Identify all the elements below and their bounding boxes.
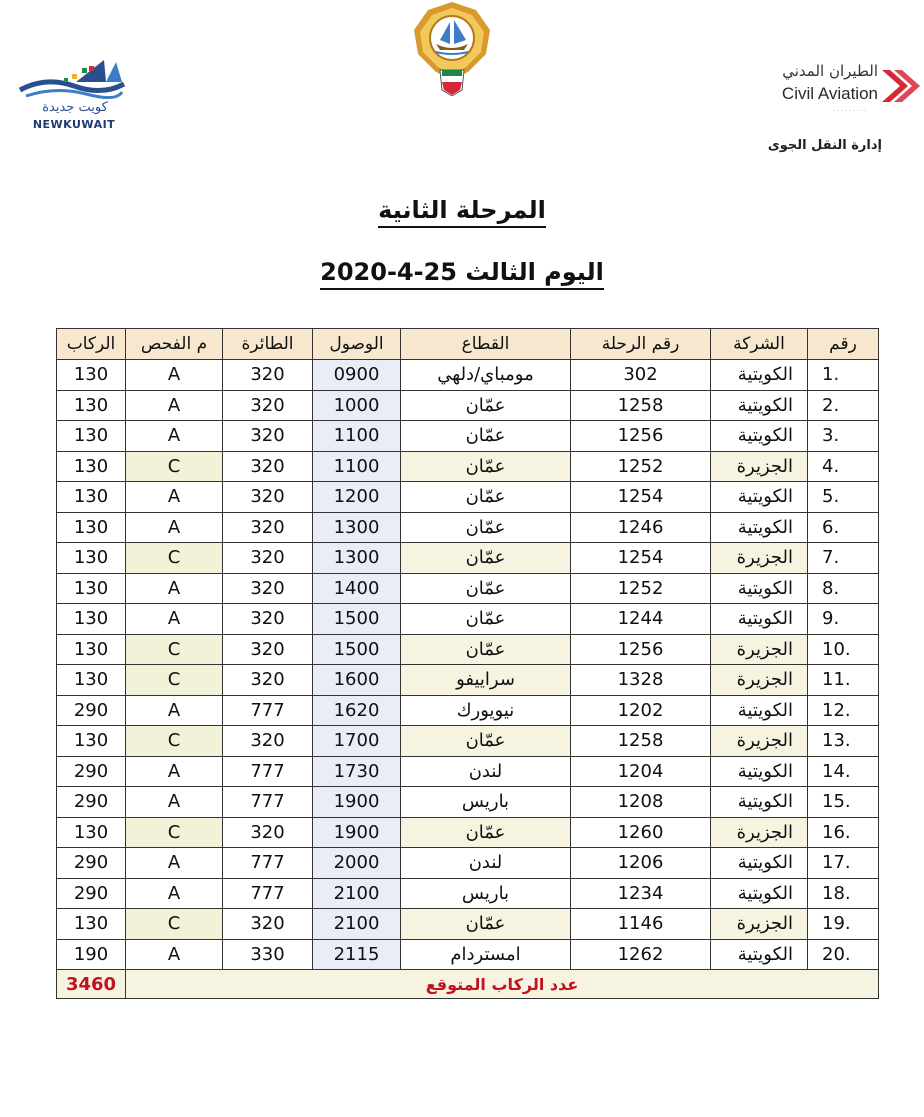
sector-cell: باريس bbox=[401, 878, 571, 909]
row-number: 12. bbox=[808, 695, 879, 726]
table-row bbox=[57, 726, 879, 757]
table-row bbox=[57, 421, 879, 452]
company-cell: الجزيرة bbox=[711, 665, 808, 696]
arrival-time-cell: 2100 bbox=[313, 909, 401, 940]
sector-cell: عمّان bbox=[401, 726, 571, 757]
aircraft-cell: 320 bbox=[223, 909, 313, 940]
aircraft-cell: 320 bbox=[223, 451, 313, 482]
total-value: 3460 bbox=[57, 970, 126, 999]
passengers-cell: 130 bbox=[57, 360, 126, 391]
check-cell: C bbox=[126, 543, 223, 574]
arrival-time-cell: 1900 bbox=[313, 817, 401, 848]
flight-number-cell: 302 bbox=[571, 360, 711, 391]
passengers-cell: 290 bbox=[57, 787, 126, 818]
company-cell: الكويتية bbox=[711, 390, 808, 421]
table-row bbox=[57, 482, 879, 513]
table-header-row bbox=[57, 329, 879, 360]
sector-cell: مومباي/دلهي bbox=[401, 360, 571, 391]
check-cell: C bbox=[126, 451, 223, 482]
sector-cell: عمّان bbox=[401, 451, 571, 482]
passengers-cell: 290 bbox=[57, 878, 126, 909]
aircraft-cell: 320 bbox=[223, 604, 313, 635]
header-arrival: الوصول bbox=[313, 329, 401, 360]
company-cell: الجزيرة bbox=[711, 726, 808, 757]
sector-cell: امستردام bbox=[401, 939, 571, 970]
arrival-time-cell: 1500 bbox=[313, 604, 401, 635]
passengers-cell: 130 bbox=[57, 726, 126, 757]
flight-number-cell: 1246 bbox=[571, 512, 711, 543]
table-row bbox=[57, 451, 879, 482]
sector-cell: عمّان bbox=[401, 390, 571, 421]
sector-cell: عمّان bbox=[401, 421, 571, 452]
sector-cell: عمّان bbox=[401, 604, 571, 635]
passengers-cell: 290 bbox=[57, 848, 126, 879]
aircraft-cell: 777 bbox=[223, 756, 313, 787]
sail-wave-icon bbox=[16, 56, 128, 100]
aircraft-cell: 320 bbox=[223, 390, 313, 421]
arrival-time-cell: 1620 bbox=[313, 695, 401, 726]
check-cell: C bbox=[126, 909, 223, 940]
arrival-time-cell: 1200 bbox=[313, 482, 401, 513]
flight-number-cell: 1328 bbox=[571, 665, 711, 696]
flight-number-cell: 1262 bbox=[571, 939, 711, 970]
row-number: 9. bbox=[808, 604, 879, 635]
sector-cell: عمّان bbox=[401, 482, 571, 513]
aircraft-cell: 320 bbox=[223, 634, 313, 665]
check-cell: A bbox=[126, 848, 223, 879]
aircraft-cell: 777 bbox=[223, 695, 313, 726]
company-cell: الكويتية bbox=[711, 756, 808, 787]
row-number: 14. bbox=[808, 756, 879, 787]
check-cell: A bbox=[126, 787, 223, 818]
check-cell: A bbox=[126, 390, 223, 421]
aircraft-cell: 320 bbox=[223, 360, 313, 391]
passengers-cell: 130 bbox=[57, 512, 126, 543]
table-row bbox=[57, 360, 879, 391]
sector-cell: لندن bbox=[401, 756, 571, 787]
sector-cell: سراييفو bbox=[401, 665, 571, 696]
row-number: 17. bbox=[808, 848, 879, 879]
arrival-time-cell: 1700 bbox=[313, 726, 401, 757]
civil-aviation-english: Civil Aviation bbox=[781, 84, 878, 103]
company-cell: الكويتية bbox=[711, 512, 808, 543]
check-cell: C bbox=[126, 726, 223, 757]
aircraft-cell: 777 bbox=[223, 848, 313, 879]
company-cell: الكويتية bbox=[711, 878, 808, 909]
company-cell: الجزيرة bbox=[711, 634, 808, 665]
passengers-cell: 130 bbox=[57, 573, 126, 604]
aircraft-cell: 777 bbox=[223, 878, 313, 909]
arrival-time-cell: 1100 bbox=[313, 451, 401, 482]
company-cell: الجزيرة bbox=[711, 909, 808, 940]
company-cell: الكويتية bbox=[711, 604, 808, 635]
passengers-cell: 130 bbox=[57, 634, 126, 665]
table-row bbox=[57, 909, 879, 940]
chevron-right-icon bbox=[878, 64, 922, 108]
flight-number-cell: 1234 bbox=[571, 878, 711, 909]
row-number: 15. bbox=[808, 787, 879, 818]
row-number: 11. bbox=[808, 665, 879, 696]
flight-number-cell: 1244 bbox=[571, 604, 711, 635]
sector-cell: عمّان bbox=[401, 573, 571, 604]
total-label: عدد الركاب المتوقع bbox=[126, 970, 879, 999]
arrival-time-cell: 1100 bbox=[313, 421, 401, 452]
table-row bbox=[57, 390, 879, 421]
department-name: إدارة النقل الجوى bbox=[767, 138, 882, 153]
company-cell: الكويتية bbox=[711, 573, 808, 604]
new-kuwait-logo-arabic: كويت جديدة bbox=[42, 100, 108, 115]
arrival-time-cell: 1000 bbox=[313, 390, 401, 421]
arrival-time-cell: 2115 bbox=[313, 939, 401, 970]
arrival-time-cell: 1600 bbox=[313, 665, 401, 696]
table-row bbox=[57, 573, 879, 604]
table-row bbox=[57, 787, 879, 818]
arrival-time-cell: 0900 bbox=[313, 360, 401, 391]
flight-number-cell: 1256 bbox=[571, 421, 711, 452]
header-flight: رقم الرحلة bbox=[571, 329, 711, 360]
phase-title: المرحلة الثانية bbox=[0, 196, 924, 224]
row-number: 10. bbox=[808, 634, 879, 665]
row-number: 2. bbox=[808, 390, 879, 421]
aircraft-cell: 330 bbox=[223, 939, 313, 970]
passengers-cell: 190 bbox=[57, 939, 126, 970]
passengers-cell: 130 bbox=[57, 451, 126, 482]
arrival-time-cell: 2100 bbox=[313, 878, 401, 909]
table-row bbox=[57, 878, 879, 909]
company-cell: الكويتية bbox=[711, 482, 808, 513]
aircraft-cell: 777 bbox=[223, 787, 313, 818]
passengers-cell: 130 bbox=[57, 817, 126, 848]
row-number: 8. bbox=[808, 573, 879, 604]
header-passengers: الركاب bbox=[57, 329, 126, 360]
flights-table bbox=[56, 328, 879, 999]
kuwait-emblem-icon bbox=[406, 0, 498, 96]
company-cell: الكويتية bbox=[711, 939, 808, 970]
sector-cell: عمّان bbox=[401, 909, 571, 940]
passengers-cell: 130 bbox=[57, 604, 126, 635]
passengers-cell: 130 bbox=[57, 390, 126, 421]
flight-number-cell: 1258 bbox=[571, 726, 711, 757]
sector-cell: عمّان bbox=[401, 817, 571, 848]
aircraft-cell: 320 bbox=[223, 512, 313, 543]
company-cell: الكويتية bbox=[711, 360, 808, 391]
table-row bbox=[57, 817, 879, 848]
arrival-time-cell: 1300 bbox=[313, 512, 401, 543]
flights-table-container bbox=[56, 328, 878, 999]
header-sector: القطاع bbox=[401, 329, 571, 360]
arrival-time-cell: 1900 bbox=[313, 787, 401, 818]
company-cell: الكويتية bbox=[711, 787, 808, 818]
civil-aviation-fine-print: · · · · · · · · · bbox=[833, 108, 866, 115]
company-cell: الكويتية bbox=[711, 421, 808, 452]
flight-number-cell: 1252 bbox=[571, 451, 711, 482]
flight-number-cell: 1260 bbox=[571, 817, 711, 848]
check-cell: A bbox=[126, 573, 223, 604]
passengers-cell: 130 bbox=[57, 482, 126, 513]
flight-number-cell: 1254 bbox=[571, 543, 711, 574]
passengers-cell: 130 bbox=[57, 543, 126, 574]
row-number: 1. bbox=[808, 360, 879, 391]
check-cell: A bbox=[126, 878, 223, 909]
new-kuwait-logo-english: NEWKUWAIT bbox=[32, 118, 116, 131]
table-row bbox=[57, 634, 879, 665]
row-number: 6. bbox=[808, 512, 879, 543]
total-row bbox=[57, 970, 879, 999]
flight-number-cell: 1256 bbox=[571, 634, 711, 665]
sector-cell: عمّان bbox=[401, 543, 571, 574]
row-number: 18. bbox=[808, 878, 879, 909]
arrival-time-cell: 1300 bbox=[313, 543, 401, 574]
row-number: 3. bbox=[808, 421, 879, 452]
company-cell: الجزيرة bbox=[711, 543, 808, 574]
passengers-cell: 130 bbox=[57, 665, 126, 696]
table-row bbox=[57, 543, 879, 574]
check-cell: A bbox=[126, 482, 223, 513]
check-cell: A bbox=[126, 939, 223, 970]
table-row bbox=[57, 665, 879, 696]
flight-number-cell: 1252 bbox=[571, 573, 711, 604]
check-cell: A bbox=[126, 512, 223, 543]
flight-number-cell: 1258 bbox=[571, 390, 711, 421]
table-row bbox=[57, 512, 879, 543]
check-cell: C bbox=[126, 817, 223, 848]
table-row bbox=[57, 939, 879, 970]
row-number: 4. bbox=[808, 451, 879, 482]
check-cell: A bbox=[126, 360, 223, 391]
row-number: 13. bbox=[808, 726, 879, 757]
row-number: 16. bbox=[808, 817, 879, 848]
arrival-time-cell: 1500 bbox=[313, 634, 401, 665]
table-row bbox=[57, 848, 879, 879]
sector-cell: عمّان bbox=[401, 512, 571, 543]
passengers-cell: 290 bbox=[57, 695, 126, 726]
flight-number-cell: 1204 bbox=[571, 756, 711, 787]
sector-cell: نيويورك bbox=[401, 695, 571, 726]
passengers-cell: 290 bbox=[57, 756, 126, 787]
aircraft-cell: 320 bbox=[223, 543, 313, 574]
day-title: اليوم الثالث 25-4-2020 bbox=[0, 258, 924, 286]
table-row bbox=[57, 695, 879, 726]
row-number: 7. bbox=[808, 543, 879, 574]
check-cell: C bbox=[126, 665, 223, 696]
header-check: م الفحص bbox=[126, 329, 223, 360]
company-cell: الكويتية bbox=[711, 848, 808, 879]
header-no: رقم bbox=[808, 329, 879, 360]
arrival-time-cell: 1730 bbox=[313, 756, 401, 787]
flight-number-cell: 1254 bbox=[571, 482, 711, 513]
aircraft-cell: 320 bbox=[223, 817, 313, 848]
check-cell: C bbox=[126, 634, 223, 665]
table-row bbox=[57, 604, 879, 635]
aircraft-cell: 320 bbox=[223, 421, 313, 452]
company-cell: الجزيرة bbox=[711, 817, 808, 848]
aircraft-cell: 320 bbox=[223, 573, 313, 604]
row-number: 19. bbox=[808, 909, 879, 940]
civil-aviation-arabic: الطيران المدني bbox=[782, 62, 878, 80]
row-number: 5. bbox=[808, 482, 879, 513]
company-cell: الجزيرة bbox=[711, 451, 808, 482]
flight-number-cell: 1146 bbox=[571, 909, 711, 940]
aircraft-cell: 320 bbox=[223, 482, 313, 513]
passengers-cell: 130 bbox=[57, 421, 126, 452]
arrival-time-cell: 2000 bbox=[313, 848, 401, 879]
header-aircraft: الطائرة bbox=[223, 329, 313, 360]
sector-cell: لندن bbox=[401, 848, 571, 879]
passengers-cell: 130 bbox=[57, 909, 126, 940]
table-row bbox=[57, 756, 879, 787]
header-company: الشركة bbox=[711, 329, 808, 360]
aircraft-cell: 320 bbox=[223, 726, 313, 757]
new-kuwait-logo bbox=[16, 56, 128, 132]
check-cell: A bbox=[126, 421, 223, 452]
flight-number-cell: 1208 bbox=[571, 787, 711, 818]
flight-number-cell: 1206 bbox=[571, 848, 711, 879]
sector-cell: عمّان bbox=[401, 634, 571, 665]
check-cell: A bbox=[126, 756, 223, 787]
sector-cell: باريس bbox=[401, 787, 571, 818]
flight-number-cell: 1202 bbox=[571, 695, 711, 726]
row-number: 20. bbox=[808, 939, 879, 970]
check-cell: A bbox=[126, 604, 223, 635]
company-cell: الكويتية bbox=[711, 695, 808, 726]
aircraft-cell: 320 bbox=[223, 665, 313, 696]
check-cell: A bbox=[126, 695, 223, 726]
arrival-time-cell: 1400 bbox=[313, 573, 401, 604]
